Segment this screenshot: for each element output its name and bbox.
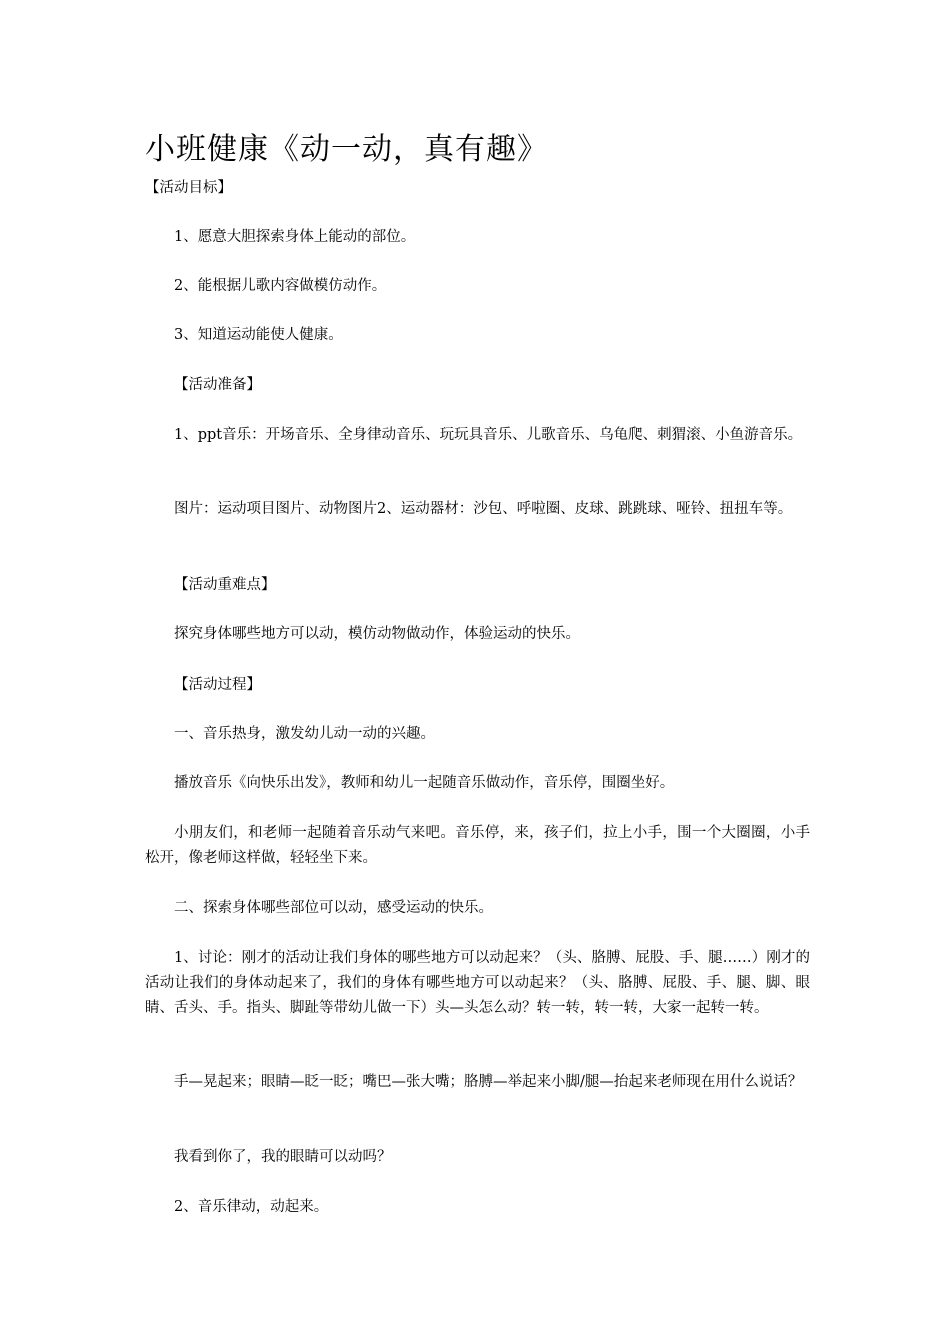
document-title: 小班健康《动一动，真有趣》 (145, 132, 548, 167)
paragraph-step-one: 一、音乐热身，激发幼儿动一动的兴趣。 (174, 726, 435, 742)
paragraph-play-music: 播放音乐《向快乐出发》，教师和幼儿一起随音乐做动作，音乐停，围圈坐好。 (174, 775, 675, 791)
paragraph-preparation-music: 1、ppt音乐：开场音乐、全身律动音乐、玩玩具音乐、儿歌音乐、乌龟爬、刺猬滚、小鱼游音乐。 (174, 427, 803, 443)
paragraph-music-rhythm: 2、音乐律动，动起来。 (174, 1199, 329, 1215)
paragraph-children-instruction: 小朋友们，和老师一起随着音乐动气来吧。音乐停，来，孩子们，拉上小手，围一个大圈圈，小手松开，像老师这样做，轻轻坐下来。 (145, 825, 810, 866)
section-heading-goals: 【活动目标】 (145, 180, 232, 196)
paragraph-key-points: 探究身体哪些地方可以动，模仿动物做动作，体验运动的快乐。 (174, 626, 580, 642)
paragraph-goal-3: 3、知道运动能使人健康。 (174, 327, 343, 343)
paragraph-eyes-question: 我看到你了，我的眼睛可以动吗？ (174, 1149, 392, 1165)
paragraph-body-movements: 手—晃起来；眼睛—眨一眨；嘴巴—张大嘴；胳膊—举起来小脚/腿—抬起来老师现在用什么说话？ (174, 1074, 803, 1090)
section-heading-preparation: 【活动准备】 (174, 377, 261, 393)
section-heading-process: 【活动过程】 (174, 677, 261, 693)
paragraph-step-two: 二、探索身体哪些部位可以动，感受运动的快乐。 (174, 900, 493, 916)
paragraph-discussion: 1、讨论：刚才的活动让我们身体的哪些地方可以动起来？（头、胳膊、屁股、手、腿……）刚才的活动让我们的身体动起来了，我们的身体有哪些地方可以动起来？（头、胳膊、屁股、手、腿、脚、眼睛、舌头、手。指头、脚趾等带幼儿做一下）头—头怎么动？转一转，转一转，大家一起转一转。 (145, 950, 810, 1016)
paragraph-goal-1: 1、愿意大胆探索身体上能动的部位。 (174, 229, 416, 245)
section-heading-key-points: 【活动重难点】 (174, 577, 276, 593)
paragraph-preparation-pictures: 图片：运动项目图片、动物图片2、运动器材：沙包、呼啦圈、皮球、跳跳球、哑铃、扭扭车等。 (174, 501, 793, 517)
paragraph-goal-2: 2、能根据儿歌内容做模仿动作。 (174, 278, 387, 294)
